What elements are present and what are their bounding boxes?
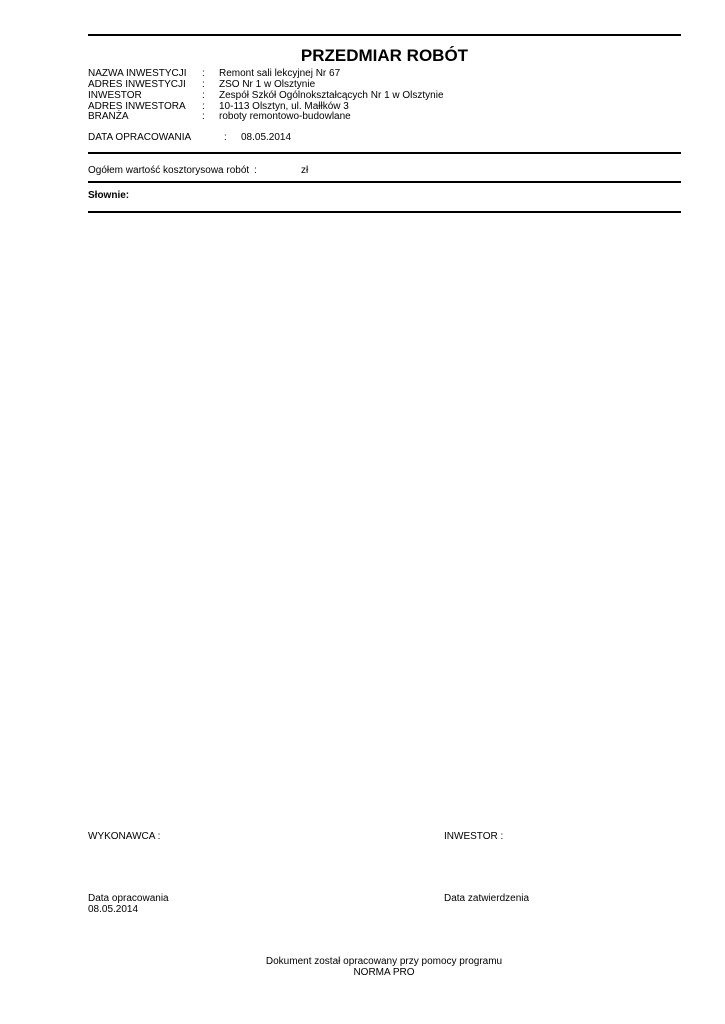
info-label-inwestor: INWESTOR xyxy=(88,90,142,101)
total-currency: zł xyxy=(301,165,309,176)
info-label-nazwa: NAZWA INWESTYCJI xyxy=(88,68,187,79)
date-label: DATA OPRACOWANIA xyxy=(88,132,192,143)
prep-date-value: 08.05.2014 xyxy=(88,904,139,915)
total-sep: : xyxy=(254,165,257,176)
total-label: Ogółem wartość kosztorysowa robót xyxy=(88,165,250,176)
info-value-branza: roboty remontowo-budowlane xyxy=(219,111,351,122)
date-sep: : xyxy=(224,132,227,143)
info-sep: : xyxy=(202,111,205,122)
contractor-label: WYKONAWCA : xyxy=(88,831,161,842)
separator-rule xyxy=(88,152,681,154)
info-sep: : xyxy=(202,101,205,112)
approval-date-label: Data zatwierdzenia xyxy=(444,893,530,904)
footer-line-2: NORMA PRO xyxy=(353,967,415,978)
info-label-adres-inwestycji: ADRES INWESTYCJI xyxy=(88,79,186,90)
info-sep: : xyxy=(202,79,205,90)
info-value-adres-inwestora: 10-113 Olsztyn, ul. Małłków 3 xyxy=(219,101,349,112)
footer-line-1: Dokument został opracowany przy pomocy programu xyxy=(265,956,503,967)
info-value-inwestor: Zespół Szkół Ogólnokształcących Nr 1 w Olsztynie xyxy=(219,90,444,101)
info-sep: : xyxy=(202,68,205,79)
separator-rule xyxy=(88,181,681,183)
info-value-adres-inwestycji: ZSO Nr 1 w Olsztynie xyxy=(219,79,316,90)
top-rule xyxy=(88,34,681,36)
document-title: PRZEDMIAR ROBÓT xyxy=(300,46,469,65)
info-label-adres-inwestora: ADRES INWESTORA xyxy=(88,101,186,112)
info-value-nazwa: Remont sali lekcyjnej Nr 67 xyxy=(219,68,341,79)
prep-date-label: Data opracowania xyxy=(88,893,169,904)
date-value: 08.05.2014 xyxy=(241,132,292,143)
words-label: Słownie: xyxy=(88,190,130,201)
separator-rule xyxy=(88,211,681,213)
info-sep: : xyxy=(202,90,205,101)
info-label-branza: BRANŻA xyxy=(88,111,129,122)
investor-label: INWESTOR : xyxy=(444,831,504,842)
